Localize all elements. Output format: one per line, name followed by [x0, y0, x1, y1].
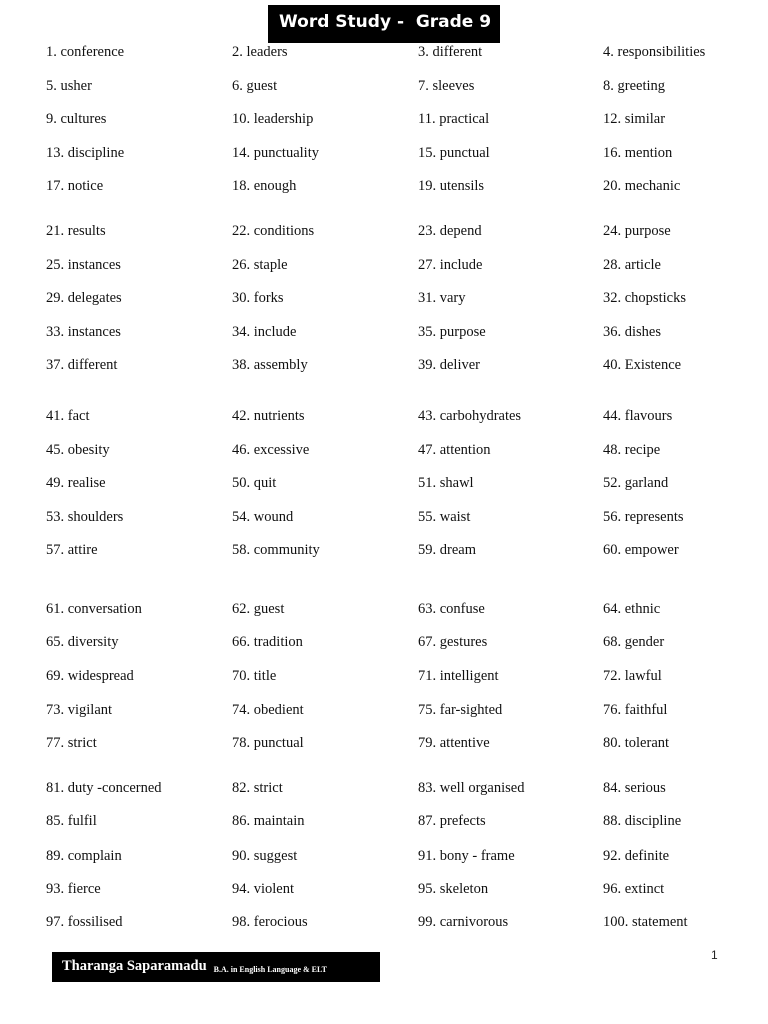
word-item: 78. punctual	[232, 735, 304, 751]
word-item: 35. purpose	[418, 324, 486, 340]
word-item: 18. enough	[232, 178, 297, 194]
word-item: 65. diversity	[46, 634, 119, 650]
word-item: 21. results	[46, 223, 106, 239]
author-name: Tharanga Saparamadu	[62, 958, 207, 974]
word-item: 16. mention	[603, 145, 673, 161]
word-item: 15. punctual	[418, 145, 490, 161]
word-item: 88. discipline	[603, 813, 682, 829]
word-item: 60. empower	[603, 542, 679, 558]
word-item: 89. complain	[46, 848, 122, 864]
word-item: 51. shawl	[418, 475, 474, 491]
word-item: 97. fossilised	[46, 914, 123, 930]
word-item: 32. chopsticks	[603, 290, 686, 306]
author-footer	[52, 952, 380, 982]
word-item: 55. waist	[418, 509, 471, 525]
word-item: 29. delegates	[46, 290, 122, 306]
word-item: 91. bony - frame	[418, 848, 515, 864]
word-item: 79. attentive	[418, 735, 490, 751]
word-item: 83. well organised	[418, 780, 525, 796]
word-item: 4. responsibilities	[603, 44, 706, 60]
word-item: 37. different	[46, 357, 118, 373]
word-item: 72. lawful	[603, 668, 662, 684]
word-item: 62. guest	[232, 601, 285, 617]
word-item: 17. notice	[46, 178, 104, 194]
word-item: 63. confuse	[418, 601, 485, 617]
page-title: Word Study - Grade 9	[268, 5, 500, 43]
word-item: 86. maintain	[232, 813, 305, 829]
word-item: 7. sleeves	[418, 78, 475, 94]
word-item: 99. carnivorous	[418, 914, 509, 930]
word-item: 49. realise	[46, 475, 106, 491]
word-item: 85. fulfil	[46, 813, 97, 829]
word-item: 58. community	[232, 542, 320, 558]
word-item: 38. assembly	[232, 357, 308, 373]
word-item: 69. widespread	[46, 668, 134, 684]
word-item: 27. include	[418, 257, 483, 273]
word-item: 71. intelligent	[418, 668, 499, 684]
word-item: 30. forks	[232, 290, 284, 306]
word-item: 11. practical	[418, 111, 490, 127]
word-item: 93. fierce	[46, 881, 101, 897]
word-item: 46. excessive	[232, 442, 310, 458]
word-item: 1. conference	[46, 44, 125, 60]
word-item: 67. gestures	[418, 634, 488, 650]
word-item: 54. wound	[232, 509, 294, 525]
word-item: 42. nutrients	[232, 408, 305, 424]
word-item: 44. flavours	[603, 408, 673, 424]
word-item: 56. represents	[603, 509, 684, 525]
word-item: 6. guest	[232, 78, 278, 94]
word-item: 24. purpose	[603, 223, 671, 239]
word-item: 57. attire	[46, 542, 98, 558]
word-item: 36. dishes	[603, 324, 661, 340]
word-item: 48. recipe	[603, 442, 661, 458]
word-item: 100. statement	[603, 914, 688, 930]
word-item: 23. depend	[418, 223, 482, 239]
word-item: 22. conditions	[232, 223, 315, 239]
word-item: 5. usher	[46, 78, 92, 94]
word-item: 53. shoulders	[46, 509, 124, 525]
word-item: 73. vigilant	[46, 702, 113, 718]
word-item: 81. duty -concerned	[46, 780, 162, 796]
author-credential: B.A. in English Language & ELT	[213, 965, 327, 974]
word-item: 2. leaders	[232, 44, 288, 60]
word-item: 80. tolerant	[603, 735, 670, 751]
word-item: 76. faithful	[603, 702, 668, 718]
word-item: 12. similar	[603, 111, 666, 127]
word-item: 8. greeting	[603, 78, 666, 94]
word-item: 9. cultures	[46, 111, 107, 127]
word-item: 31. vary	[418, 290, 466, 306]
word-item: 87. prefects	[418, 813, 486, 829]
word-item: 61. conversation	[46, 601, 142, 617]
word-item: 25. instances	[46, 257, 121, 273]
word-item: 19. utensils	[418, 178, 485, 194]
word-item: 20. mechanic	[603, 178, 681, 194]
word-item: 28. article	[603, 257, 661, 273]
word-item: 10. leadership	[232, 111, 314, 127]
word-item: 90. suggest	[232, 848, 298, 864]
word-item: 33. instances	[46, 324, 121, 340]
word-item: 68. gender	[603, 634, 665, 650]
word-item: 74. obedient	[232, 702, 304, 718]
word-item: 94. violent	[232, 881, 295, 897]
word-item: 3. different	[418, 44, 483, 60]
word-item: 41. fact	[46, 408, 90, 424]
word-item: 26. staple	[232, 257, 288, 273]
word-item: 47. attention	[418, 442, 491, 458]
word-item: 50. quit	[232, 475, 277, 491]
word-item: 92. definite	[603, 848, 670, 864]
word-item: 52. garland	[603, 475, 669, 491]
word-item: 82. strict	[232, 780, 283, 796]
word-item: 96. extinct	[603, 881, 665, 897]
word-item: 39. deliver	[418, 357, 481, 373]
page-number: 1	[711, 948, 718, 962]
word-item: 40. Existence	[603, 357, 682, 373]
word-item: 45. obesity	[46, 442, 110, 458]
word-item: 59. dream	[418, 542, 476, 558]
word-item: 75. far-sighted	[418, 702, 503, 718]
word-item: 13. discipline	[46, 145, 125, 161]
word-item: 43. carbohydrates	[418, 408, 522, 424]
word-item: 77. strict	[46, 735, 97, 751]
word-item: 64. ethnic	[603, 601, 661, 617]
word-item: 98. ferocious	[232, 914, 308, 930]
word-item: 70. title	[232, 668, 277, 684]
word-item: 95. skeleton	[418, 881, 489, 897]
word-item: 34. include	[232, 324, 297, 340]
word-item: 66. tradition	[232, 634, 303, 650]
word-item: 84. serious	[603, 780, 666, 796]
word-item: 14. punctuality	[232, 145, 319, 161]
